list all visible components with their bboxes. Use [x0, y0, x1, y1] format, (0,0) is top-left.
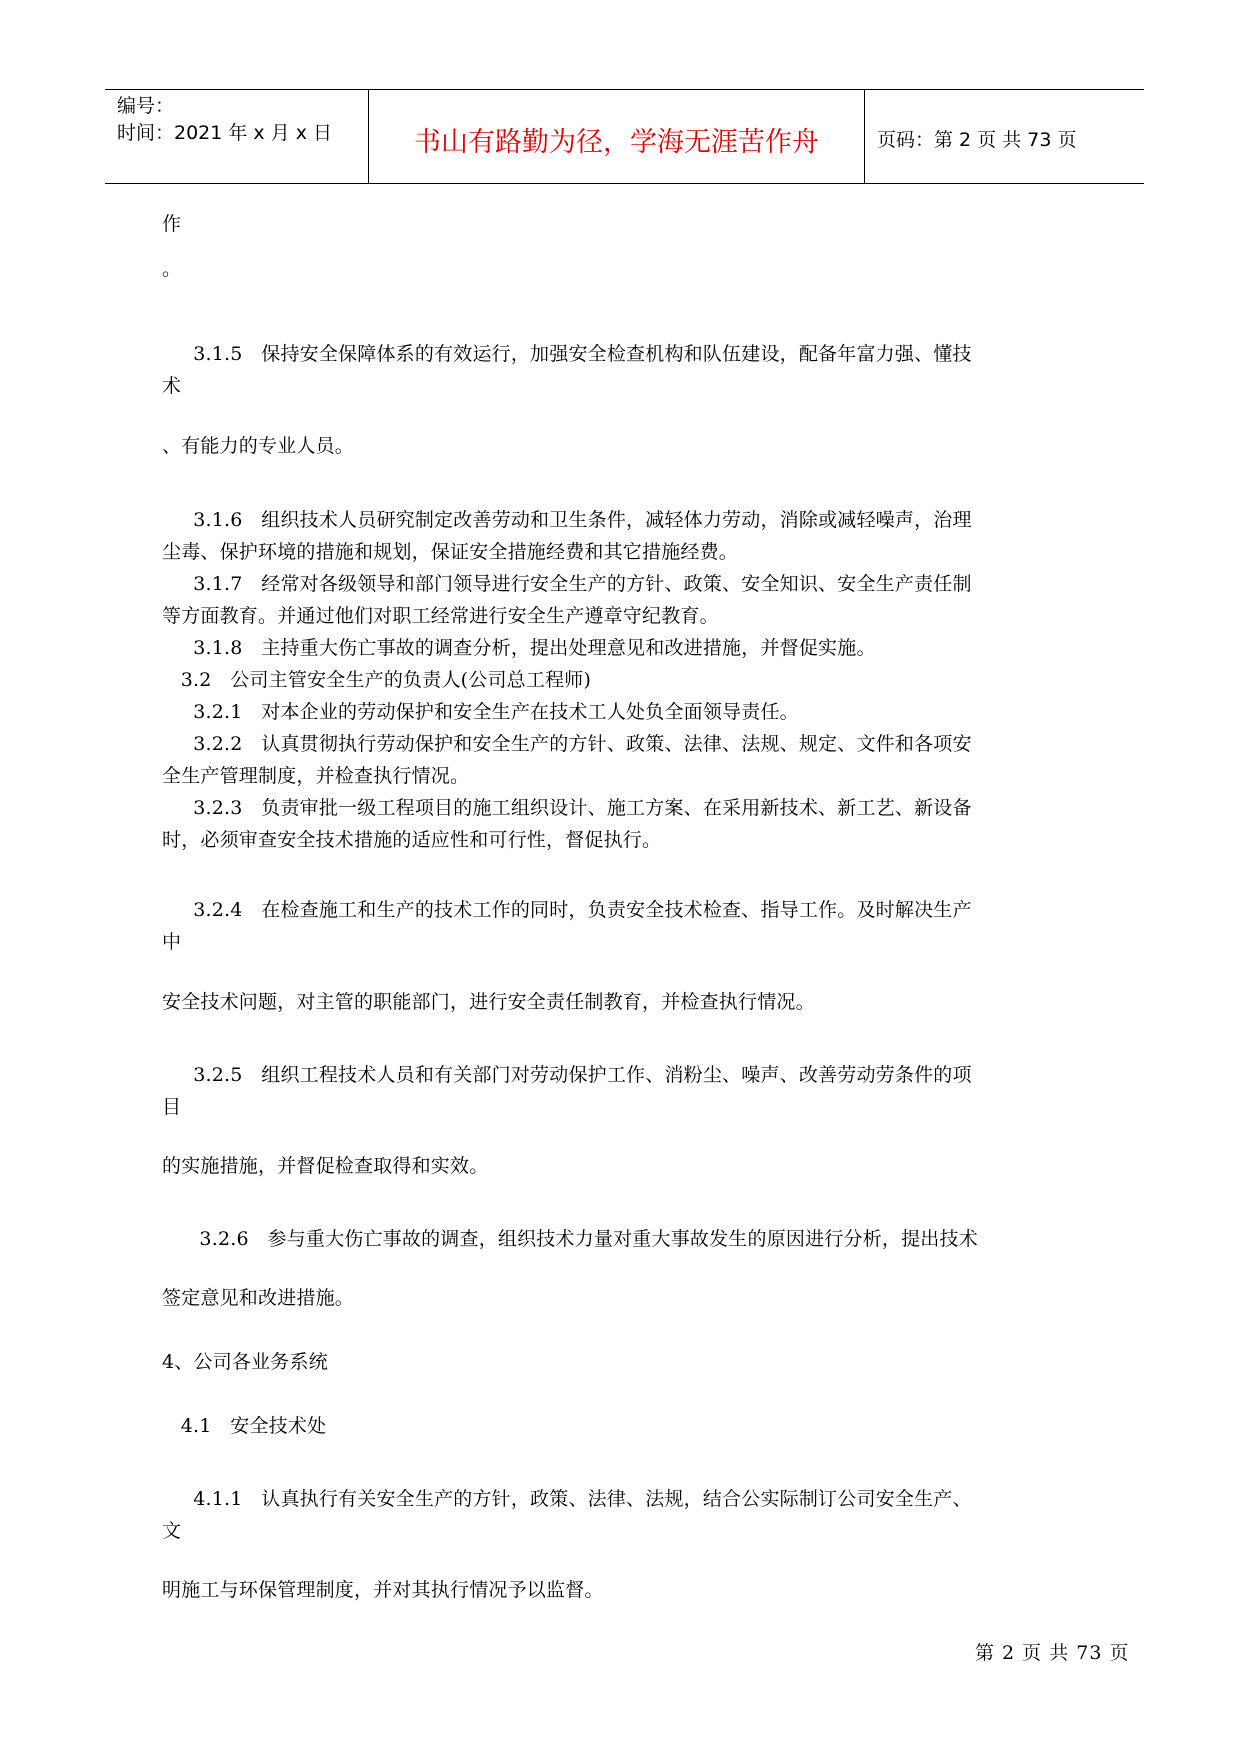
body-line: 签定意见和改进措施。 — [162, 1287, 355, 1309]
body-line: 3.2 公司主管安全生产的负责人(公司总工程师) — [162, 669, 592, 691]
header-motto: 书山有路勤为径，学海无涯苦作舟 — [414, 127, 819, 158]
header-right-cell — [865, 90, 1144, 183]
body-line: 。 — [162, 258, 182, 280]
body-line: 术 — [162, 375, 182, 397]
body-line: 3.1.8 主持重大伤亡事故的调查分析，提出处理意见和改进措施，并督促实施。 — [162, 637, 876, 659]
body-line: 文 — [162, 1520, 182, 1542]
body-line: 尘毒、保护环境的措施和规划，保证安全措施经费和其它措施经费。 — [162, 541, 739, 563]
body-line: 3.2.1 对本企业的劳动保护和安全生产在技术工人处负全面领导责任。 — [162, 701, 799, 723]
body-line: 时，必须审查安全技术措施的适应性和可行性，督促执行。 — [162, 829, 662, 851]
body-line: 3.2.6 参与重大伤亡事故的调查，组织技术力量对重大事故发生的原因进行分析，提出技术 — [162, 1228, 978, 1250]
page-footer: 第 2 页 共 73 页 — [975, 1642, 1130, 1664]
body-line: 全生产管理制度，并检查执行情况。 — [162, 765, 470, 787]
header-middle-cell — [369, 90, 865, 183]
document-time-label: 时间：2021 年 x 月 x 日 — [117, 122, 333, 144]
body-line: 目 — [162, 1096, 182, 1118]
body-line: 作 — [162, 213, 182, 235]
body-line: 明施工与环保管理制度，并对其执行情况予以监督。 — [162, 1579, 604, 1601]
body-line: 3.1.7 经常对各级领导和部门领导进行安全生产的方针、政策、安全知识、安全生产责任制 — [162, 573, 972, 595]
body-line: 3.1.6 组织技术人员研究制定改善劳动和卫生条件，减轻体力劳动，消除或减轻噪声，治理 — [162, 509, 972, 531]
header-page-number: 页码：第 2 页 共 73 页 — [877, 129, 1077, 151]
body-line: 的实施措施，并督促检查取得和实效。 — [162, 1155, 489, 1177]
body-line: 3.2.2 认真贯彻执行劳动保护和安全生产的方针、政策、法律、法规、规定、文件和各项安 — [162, 733, 972, 755]
body-line: 3.2.4 在检查施工和生产的技术工作的同时，负责安全技术检查、指导工作。及时解决生产 — [162, 899, 972, 921]
header-left-cell — [105, 90, 369, 183]
body-line: 中 — [162, 931, 182, 953]
body-line: 安全技术问题，对主管的职能部门，进行安全责任制教育，并检查执行情况。 — [162, 991, 815, 1013]
body-line: 4.1 安全技术处 — [162, 1415, 327, 1437]
document-code-label: 编号： — [117, 95, 175, 117]
body-line: 4、公司各业务系统 — [162, 1351, 328, 1373]
body-line: 3.2.3 负责审批一级工程项目的施工组织设计、施工方案、在采用新技术、新工艺、新设备 — [162, 797, 972, 819]
body-line: 、有能力的专业人员。 — [162, 435, 355, 457]
body-line: 等方面教育。并通过他们对职工经常进行安全生产遵章守纪教育。 — [162, 605, 719, 627]
body-line: 3.2.5 组织工程技术人员和有关部门对劳动保护工作、消粉尘、噪声、改善劳动劳条件的项 — [162, 1064, 972, 1086]
page-header — [105, 89, 1144, 184]
body-line: 3.1.5 保持安全保障体系的有效运行，加强安全检查机构和队伍建设，配备年富力强、懂技 — [162, 343, 972, 365]
body-line: 4.1.1 认真执行有关安全生产的方针，政策、法律、法规，结合公实际制订公司安全生产、 — [162, 1488, 972, 1510]
